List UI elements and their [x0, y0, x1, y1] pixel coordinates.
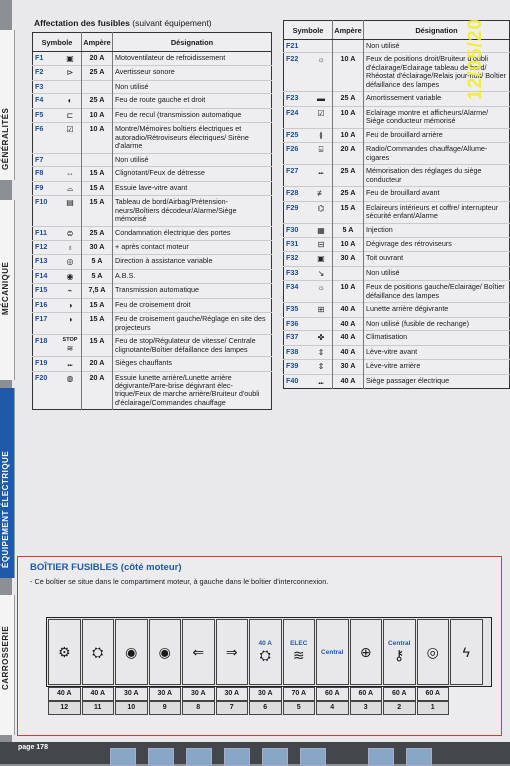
fuse-slot	[383, 619, 416, 685]
fuse-slot	[182, 619, 215, 685]
side-tab-equipement[interactable]: ÉQUIPEMENT ÉLECTRIQUE	[0, 388, 15, 578]
fuse-amp: 40 A	[333, 374, 364, 388]
col-symbol: Symbole	[284, 21, 333, 40]
fuse-amp: 15 A	[82, 313, 113, 335]
fuse-slot	[316, 619, 349, 685]
fuse-amp	[82, 80, 113, 93]
fuse-designation: Feu de recul (transmission automatique	[113, 108, 272, 122]
fuse-designation: Feu de stop/Régulateur de vitesse/ Centrale clignotante/Boîtier défaillance des lampes	[113, 335, 272, 357]
fuse-amp: 40 A	[333, 345, 364, 359]
fuse-row	[33, 240, 272, 254]
hazard-icon: ⇔	[59, 167, 82, 181]
fuse-row	[284, 143, 510, 165]
fuse-row	[33, 298, 272, 312]
fuse-designation: Amortissement variable	[364, 92, 510, 106]
fuse-slot	[283, 619, 316, 685]
fuse-amp: 40 A	[333, 331, 364, 345]
fuse-number: 10	[115, 701, 148, 715]
fuse-row	[33, 255, 272, 269]
fuse-id: F20	[33, 371, 60, 410]
boitier-title: BOÎTIER FUSIBLES (côté moteur)	[30, 562, 182, 573]
fuse-row	[284, 303, 510, 317]
position-light-icon: ☼	[310, 53, 333, 92]
fuse-designation: Mémorisation des réglages du siège conducteur	[364, 165, 510, 187]
fuse-id: F31	[284, 238, 311, 252]
fuse-designation: Avertisseur sonore	[113, 66, 272, 80]
fuse-amp-value: 30 A	[115, 687, 148, 701]
fuse-number: 5	[283, 701, 316, 715]
lock-icon: ⊜	[59, 226, 82, 240]
fuse-designation: Tableau de bord/Airbag/Prétension- neurs/Boîtiers décodeur/Alarme/Siège mémorisé	[113, 196, 272, 226]
fuse-id: F4	[33, 94, 60, 108]
print-button[interactable]	[300, 748, 326, 766]
fuse-slot	[350, 619, 383, 685]
fuse-amp: 40 A	[333, 303, 364, 317]
empty-icon	[310, 40, 333, 53]
fuse-id: F12	[33, 240, 60, 254]
fuse-row	[33, 153, 272, 166]
gearbox-icon: ⇒	[225, 643, 238, 660]
fuse-row	[33, 52, 272, 66]
fuse-designation: Non utilisé (fusible de rechange)	[364, 317, 510, 330]
fuse-row	[33, 335, 272, 357]
fuse-row	[284, 374, 510, 388]
fuse-id: F3	[33, 80, 60, 93]
fuse-amp: 25 A	[82, 66, 113, 80]
gearbox-icon: ⌁	[59, 284, 82, 298]
fuse-id: F28	[284, 187, 311, 201]
fuse-amp-value: 30 A	[249, 687, 282, 701]
mirror-icon: ⊟	[310, 238, 333, 252]
sunroof-icon: ▣	[310, 252, 333, 266]
reverse-light-icon: ⊏	[59, 108, 82, 122]
fuse-designation: Essuie lave-vitre avant	[113, 181, 272, 195]
fuse-designation: Non utilisé	[113, 80, 272, 93]
fuse-slot	[216, 619, 249, 685]
fuse-id: F40	[284, 374, 311, 388]
fuse-row	[284, 165, 510, 187]
fuse-row	[284, 317, 510, 330]
clock-icon: ☑	[310, 106, 333, 128]
fuse-id: F26	[284, 143, 311, 165]
gearbox-icon: ⇐	[192, 643, 205, 660]
fuse-id: F37	[284, 331, 311, 345]
help-button[interactable]	[368, 748, 394, 766]
abs-icon: ◉	[158, 643, 171, 660]
engine-fuse-box-section	[17, 556, 502, 736]
fuse-amp: 20 A	[333, 143, 364, 165]
col-designation: Désignation	[113, 33, 272, 52]
steering-wheel-icon: ◎	[426, 643, 439, 660]
passenger-seat-icon: ⑉	[310, 374, 333, 388]
fuse-designation: Clignotant/Feux de détresse	[113, 167, 272, 181]
ac-fan-icon: ✤	[310, 331, 333, 345]
fuse-designation: Dégivrage des rétroviseurs	[364, 238, 510, 252]
engine-icon: ⛭	[259, 647, 271, 663]
side-tab-generalites[interactable]: GÉNÉRALITÉS	[0, 30, 15, 180]
fuse-designation: Feux de positions droit/Bruiteur d'oubli d'éclairage/Eclairage tableau de bord/ Rhéostat d'éclairage/Relais jour-nuit/ Boîtier défaillance des lampes	[364, 53, 510, 92]
injection-icon: ▦	[310, 223, 333, 237]
fuse-row	[284, 201, 510, 223]
rear-defrost-icon: ⊞	[310, 303, 333, 317]
seat-memory-icon: ⑉	[310, 165, 333, 187]
fuse-designation: Lunette arrière dégivrante	[364, 303, 510, 317]
interior-light-icon: ⌬	[310, 201, 333, 223]
fuse-id: F24	[284, 106, 311, 128]
fuse-amp: 15 A	[333, 201, 364, 223]
fuse-id: F13	[33, 255, 60, 269]
exit-button[interactable]	[406, 748, 432, 766]
fuse-amp-value: 60 A	[383, 687, 416, 701]
abs-icon: ◉	[59, 269, 82, 283]
fuse-slot	[48, 619, 81, 685]
fuse-row	[33, 123, 272, 153]
power-icon: ϟ	[462, 644, 470, 660]
fuse-designation: Condamnation électrique des portes	[113, 226, 272, 240]
fuse-designation: Eclaireurs intérieurs et coffre/ interrupteur sécurité enfant/Alarme	[364, 201, 510, 223]
search-button[interactable]	[262, 748, 288, 766]
fuse-id: F25	[284, 128, 311, 142]
window-front-icon: ⇕	[310, 345, 333, 359]
fuse-amp: 15 A	[82, 167, 113, 181]
fuse-amp-value: 30 A	[182, 687, 215, 701]
next-page-button[interactable]	[148, 748, 174, 766]
fuse-amp: 5 A	[82, 255, 113, 269]
abs-icon: ◉	[125, 643, 138, 660]
fuse-designation: Feux de positions gauche/Eclairage/ Boîtier défaillance des lampes	[364, 281, 510, 303]
fuse-id: F8	[33, 167, 60, 181]
fuse-row	[33, 226, 272, 240]
fuse-designation: A.B.S.	[113, 269, 272, 283]
fan-icon: ▣	[59, 52, 82, 66]
fuse-slot-label: 40 A	[258, 640, 272, 647]
fuse-id: F36	[284, 317, 311, 330]
boitier-note: - Ce boîtier se situe dans le compartiment moteur, à gauche dans le boîtier d'interconnexion.	[30, 577, 329, 586]
fuse-id: F32	[284, 252, 311, 266]
col-amp: Ampère	[82, 33, 113, 52]
fuse-number: 3	[350, 701, 383, 715]
fuse-amp: 25 A	[333, 165, 364, 187]
fuse-designation: Feu de brouillard arrière	[364, 128, 510, 142]
fuse-amp: 20 A	[82, 357, 113, 371]
col-symbol: Symbole	[33, 33, 82, 52]
fuse-amp-value: 60 A	[350, 687, 383, 701]
fuse-id: F16	[33, 298, 60, 312]
position-light-icon: ☼	[310, 281, 333, 303]
horn-icon: ⊳	[59, 66, 82, 80]
fuse-number-row	[46, 701, 490, 713]
defrost-icon: ≋	[292, 647, 305, 663]
fuse-designation: Non utilisé	[364, 40, 510, 53]
fuse-id: F5	[33, 108, 60, 122]
fuse-number: 6	[249, 701, 282, 715]
fuse-amp	[82, 153, 113, 166]
left-fuse-table	[32, 32, 272, 410]
fuse-number: 2	[383, 701, 416, 715]
fuse-number: 1	[417, 701, 450, 715]
fuse-id: F21	[284, 40, 311, 53]
col-designation: Désignation	[364, 21, 510, 40]
fuse-slot	[249, 619, 282, 685]
fuse-row	[284, 345, 510, 359]
fuse-designation: Feu de route gauche et droit	[113, 94, 272, 108]
fuse-designation: Essuie lunette arrière/Lunette arrière dégivrante/Pare-brise dégivrant élec- trique/Feux de marche arrière/Bruiteur d'oubli d'éclairage/Commandes chauffage	[113, 371, 272, 410]
fuse-row	[284, 266, 510, 280]
fuse-amp: 15 A	[82, 335, 113, 357]
fuse-amp: 10 A	[82, 123, 113, 153]
clock-icon: ☑	[59, 123, 82, 153]
fuse-amp	[333, 266, 364, 280]
fuse-id: F33	[284, 266, 311, 280]
fuse-amp-row	[46, 687, 490, 699]
date-stamp: 12/05/20	[465, 18, 486, 100]
fuse-amp: 25 A	[333, 92, 364, 106]
fuse-designation: Siège passager électrique	[364, 374, 510, 388]
empty-icon	[59, 80, 82, 93]
fuse-row	[33, 108, 272, 122]
fuse-row	[284, 128, 510, 142]
fuse-row	[33, 181, 272, 195]
fuse-designation: + après contact moteur	[113, 240, 272, 254]
fuse-id: F35	[284, 303, 311, 317]
fuse-row	[33, 371, 272, 410]
fuse-id: F22	[284, 53, 311, 92]
fuse-id: F10	[33, 196, 60, 226]
fuse-slot	[450, 619, 483, 685]
fuse-amp: 15 A	[82, 196, 113, 226]
fuse-id: F9	[33, 181, 60, 195]
fuse-row	[33, 94, 272, 108]
fuse-id: F27	[284, 165, 311, 187]
fuse-designation: Lève-vitre arrière	[364, 360, 510, 374]
fuse-id: F23	[284, 92, 311, 106]
fuse-amp: 25 A	[82, 94, 113, 108]
fuse-number: 8	[182, 701, 215, 715]
fuse-id: F34	[284, 281, 311, 303]
rear-wiper-icon: ◍	[59, 371, 82, 410]
fuse-designation: Lève-vitre avant	[364, 345, 510, 359]
fuse-id: F15	[33, 284, 60, 298]
fuse-amp: 10 A	[333, 53, 364, 92]
fuse-row	[284, 187, 510, 201]
zoom-button[interactable]	[224, 748, 250, 766]
ignition-icon: ♁	[59, 240, 82, 254]
fuse-amp-value: 40 A	[48, 687, 81, 701]
fuse-row	[33, 284, 272, 298]
fuse-slot	[149, 619, 182, 685]
col-amp: Ampère	[333, 21, 364, 40]
fuse-amp: 10 A	[333, 128, 364, 142]
fuse-amp: 15 A	[82, 298, 113, 312]
left-light-icon: ◑	[59, 313, 82, 335]
fuse-row	[284, 252, 510, 266]
empty-icon	[59, 153, 82, 166]
side-tab-carrosserie[interactable]: CARROSSERIE	[0, 595, 15, 735]
left-table-title: Affectation des fusibles (suivant équipement)	[34, 18, 212, 28]
fuse-amp: 5 A	[333, 223, 364, 237]
fuse-slot-label: ELEC	[290, 640, 308, 647]
fuse-designation: Non utilisé	[364, 266, 510, 280]
fuse-row	[284, 331, 510, 345]
fuse-id: F19	[33, 357, 60, 371]
fuse-row	[284, 360, 510, 374]
fuse-amp: 10 A	[333, 281, 364, 303]
fuse-id: F29	[284, 201, 311, 223]
fuse-amp: 25 A	[333, 187, 364, 201]
fuse-designation: Toit ouvrant	[364, 252, 510, 266]
fuse-amp: 10 A	[82, 108, 113, 122]
fuse-designation: Climatisation	[364, 331, 510, 345]
fuse-row	[33, 167, 272, 181]
washer-icon: ⌓	[59, 181, 82, 195]
stop-light-icon: STOP ≋	[59, 335, 82, 357]
fog-light-icon: ≬	[310, 128, 333, 142]
fuse-row	[284, 223, 510, 237]
fuse-number: 7	[216, 701, 249, 715]
fuse-id: F38	[284, 345, 311, 359]
fuse-number: 11	[82, 701, 115, 715]
prev-page-button[interactable]	[110, 748, 136, 766]
fuse-id: F6	[33, 123, 60, 153]
rear-fog-icon: ◐	[59, 94, 82, 108]
fuse-designation: Eclairage montre et afficheurs/Alarme/ Siège conducteur mémorisé	[364, 106, 510, 128]
fuse-id: F11	[33, 226, 60, 240]
stop-label: STOP	[62, 337, 78, 344]
fuse-amp: 20 A	[82, 52, 113, 66]
radio-icon: ⌸	[310, 143, 333, 165]
dashboard-icon: ▤	[59, 196, 82, 226]
fuse-designation: Motoventilateur de refroidissement	[113, 52, 272, 66]
ignition-key-icon: ⚷	[394, 647, 405, 663]
fuse-id: F39	[284, 360, 311, 374]
fuse-designation: Non utilisé	[113, 153, 272, 166]
fuse-designation: Radio/Commandes chauffage/Allume- cigares	[364, 143, 510, 165]
fuse-amp: 30 A	[333, 360, 364, 374]
fuse-row	[284, 238, 510, 252]
fuse-row	[33, 196, 272, 226]
empty-icon	[310, 317, 333, 330]
heated-seat-icon: ⑉	[59, 357, 82, 371]
fuse-row	[33, 269, 272, 283]
side-tab-mecanique[interactable]: MÉCANIQUE	[0, 200, 15, 380]
fuse-designation: Transmission automatique	[113, 284, 272, 298]
fuse-designation: Direction à assistance variable	[113, 255, 272, 269]
fuse-amp: 25 A	[82, 226, 113, 240]
fuse-amp: 30 A	[333, 252, 364, 266]
fuse-designation: Feu de croisement gauche/Réglage en site des projecteurs	[113, 313, 272, 335]
fuse-amp: 7,5 A	[82, 284, 113, 298]
fuse-id: F14	[33, 269, 60, 283]
fuse-amp: 30 A	[82, 240, 113, 254]
fuse-row	[284, 106, 510, 128]
fuse-slot	[82, 619, 115, 685]
viewer-toolbar	[0, 742, 510, 764]
fuse-row	[33, 66, 272, 80]
fuse-amp-value: 60 A	[417, 687, 450, 701]
fuse-designation: Sièges chauffants	[113, 357, 272, 371]
fuse-slot-label: Central	[388, 640, 411, 647]
fuse-amp-value: 70 A	[283, 687, 316, 701]
fuse-designation: Feu de croisement droit	[113, 298, 272, 312]
page-label: page 178	[18, 744, 48, 751]
fuse-amp: 10 A	[333, 238, 364, 252]
fuse-amp: 20 A	[82, 371, 113, 410]
steering-icon: ◎	[59, 255, 82, 269]
fuse-id: F17	[33, 313, 60, 335]
fuse-row	[284, 281, 510, 303]
engine-icon: ⛭	[92, 643, 104, 660]
fuse-amp: 15 A	[82, 181, 113, 195]
fuse-row	[33, 357, 272, 371]
fuse-box-diagram	[46, 617, 490, 713]
fuse-slot	[417, 619, 450, 685]
battery-icon: ⊕	[359, 643, 372, 660]
fuse-amp	[333, 40, 364, 53]
fuse-designation: Montre/Mémoires boîtiers électriques et autoradio/Rétroviseurs électriques/ Sirène d'alarme	[113, 123, 272, 153]
fuse-id: F18	[33, 335, 60, 357]
fuse-designation: Injection	[364, 223, 510, 237]
fuse-row	[33, 313, 272, 335]
shock-icon: ▬	[310, 92, 333, 106]
fuse-id: F1	[33, 52, 60, 66]
right-light-icon: ◑	[59, 298, 82, 312]
fuse-number: 12	[48, 701, 81, 715]
fuse-slot	[115, 619, 148, 685]
fuse-amp-value: 30 A	[149, 687, 182, 701]
fuse-amp-value: 40 A	[82, 687, 115, 701]
fuse-amp-value: 60 A	[316, 687, 349, 701]
fuse-id: F7	[33, 153, 60, 166]
fuse-amp: 10 A	[333, 106, 364, 128]
pump-icon: ⚙	[57, 643, 71, 660]
fuse-number: 4	[316, 701, 349, 715]
fuse-id: F2	[33, 66, 60, 80]
empty-icon: ↘	[310, 266, 333, 280]
fuse-row	[33, 80, 272, 93]
fuse-amp-value: 30 A	[216, 687, 249, 701]
fuse-amp: 40 A	[333, 317, 364, 330]
front-fog-icon: ≢	[310, 187, 333, 201]
fuse-slot-label: Central	[321, 648, 344, 656]
home-button[interactable]	[186, 748, 212, 766]
fuse-designation: Feu de brouillard avant	[364, 187, 510, 201]
fuse-number: 9	[149, 701, 182, 715]
fuse-id: F30	[284, 223, 311, 237]
fuse-amp: 5 A	[82, 269, 113, 283]
window-rear-icon: ⇕	[310, 360, 333, 374]
